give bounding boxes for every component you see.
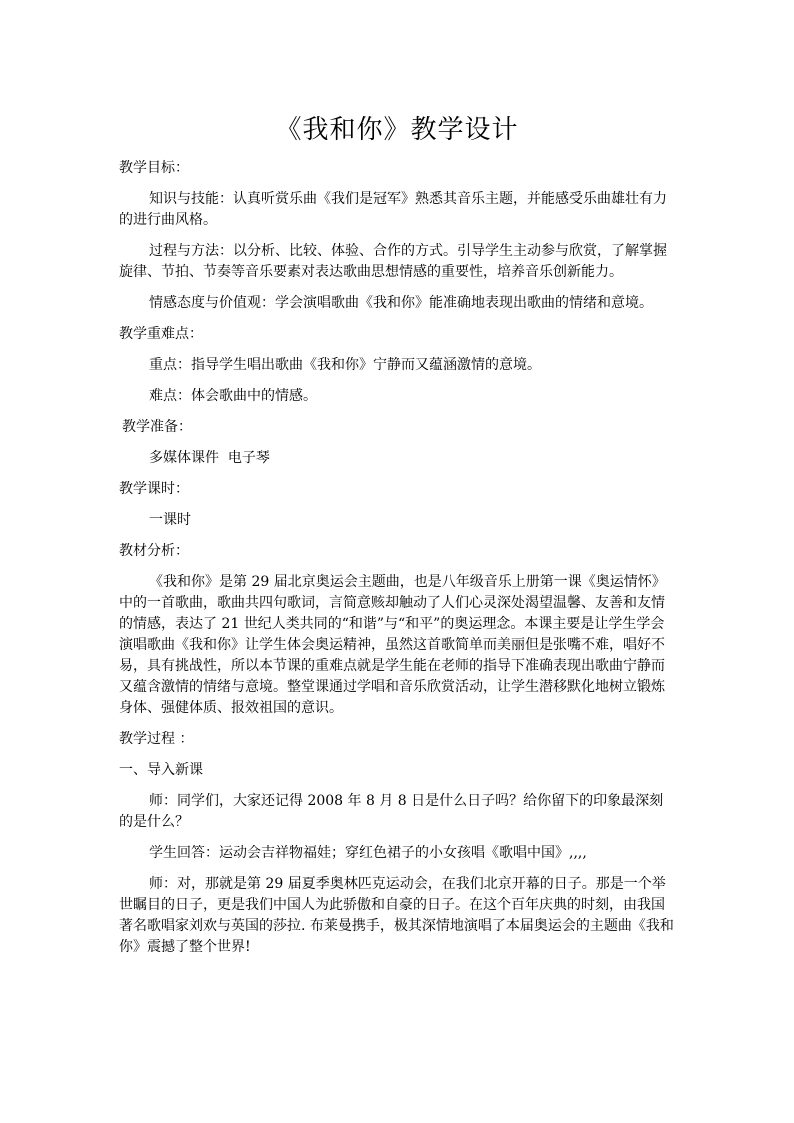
document-title: 《我和你》教学设计 (275, 115, 519, 145)
section-heading-hours: 教学课时： (119, 481, 189, 497)
key-point-difficulty: 难点：体会歌曲中的情感。 (149, 388, 317, 404)
section-heading-key-points: 教学重难点： (119, 326, 203, 342)
analysis-paragraph: 《我和你》是第 29 届北京奥运会主题曲，也是八年级音乐上册第一课《奥运情怀》中的一首歌曲，歌曲共四句歌词，言简意赅却触动了人们心灵深处渴望温馨、友善和友情的情感，表达了 21 世纪人类共同的“和谐”与“和平”的奥运理念。本课主要是让学生学会演唱歌曲《我和你》让学生体会奥运精神，虽然这首歌简单而美丽但是张嘴不难，唱好不易，具有挑战性，所以本节课的重难点就是学生能在老师的指导下准确表现出歌曲宁静而又蕴含激情的情绪与意境。整堂课通过学唱和音乐欣赏活动，让学生潜移默化地树立锻炼身体、强健体质、报效祖国的意识。 (119, 574, 666, 716)
section-heading-analysis: 教材分析： (119, 543, 189, 559)
objective-knowledge-skills: 知识与技能：认真听赏乐曲《我们是冠军》熟悉其音乐主题，并能感受乐曲雄壮有力的进行曲风格。 (119, 191, 667, 228)
lesson-hours: 一课时 (149, 512, 191, 528)
preparation-items: 多媒体课件 电子琴 (149, 450, 270, 466)
process-subheading-intro: 一、导入新课 (119, 762, 203, 778)
section-heading-preparation: 教学准备： (122, 419, 192, 435)
section-heading-process: 教学过程 ： (119, 731, 194, 747)
section-heading-objectives: 教学目标： (119, 160, 189, 176)
process-student-answer: 学生回答：运动会吉祥物福娃；穿红色裙子的小女孩唱《歌唱中国》,,,, (149, 845, 587, 861)
key-point-focus: 重点：指导学生唱出歌曲《我和你》宁静而又蕴涵激情的意境。 (149, 357, 541, 373)
document-body (119, 158, 675, 968)
process-teacher-question: 师：同学们，大家还记得 2008 年 8 月 8 日是什么日子吗？给你留下的印象最深刻的是什么？ (119, 793, 664, 830)
process-teacher-explanation: 师：对，那就是第 29 届夏季奥林匹克运动会，在我们北京开幕的日子。那是一个举世瞩目的日子，更是我们中国人为此骄傲和自豪的日子。在这个百年庆典的时刻，由我国著名歌唱家刘欢与英国的莎拉. 布莱曼携手，极其深情地演唱了本届奥运会的主题曲《我和你》震撼了整个世界! (119, 876, 674, 955)
objective-emotion-values: 情感态度与价值观：学会演唱歌曲《我和你》能准确地表现出歌曲的情绪和意境。 (149, 295, 653, 311)
objective-process-methods: 过程与方法：以分析、比较、体验、合作的方式。引导学生主动参与欣赏，了解掌握旋律、节拍、节奏等音乐要素对表达歌曲思想情感的重要性，培养音乐创新能力。 (119, 243, 667, 280)
